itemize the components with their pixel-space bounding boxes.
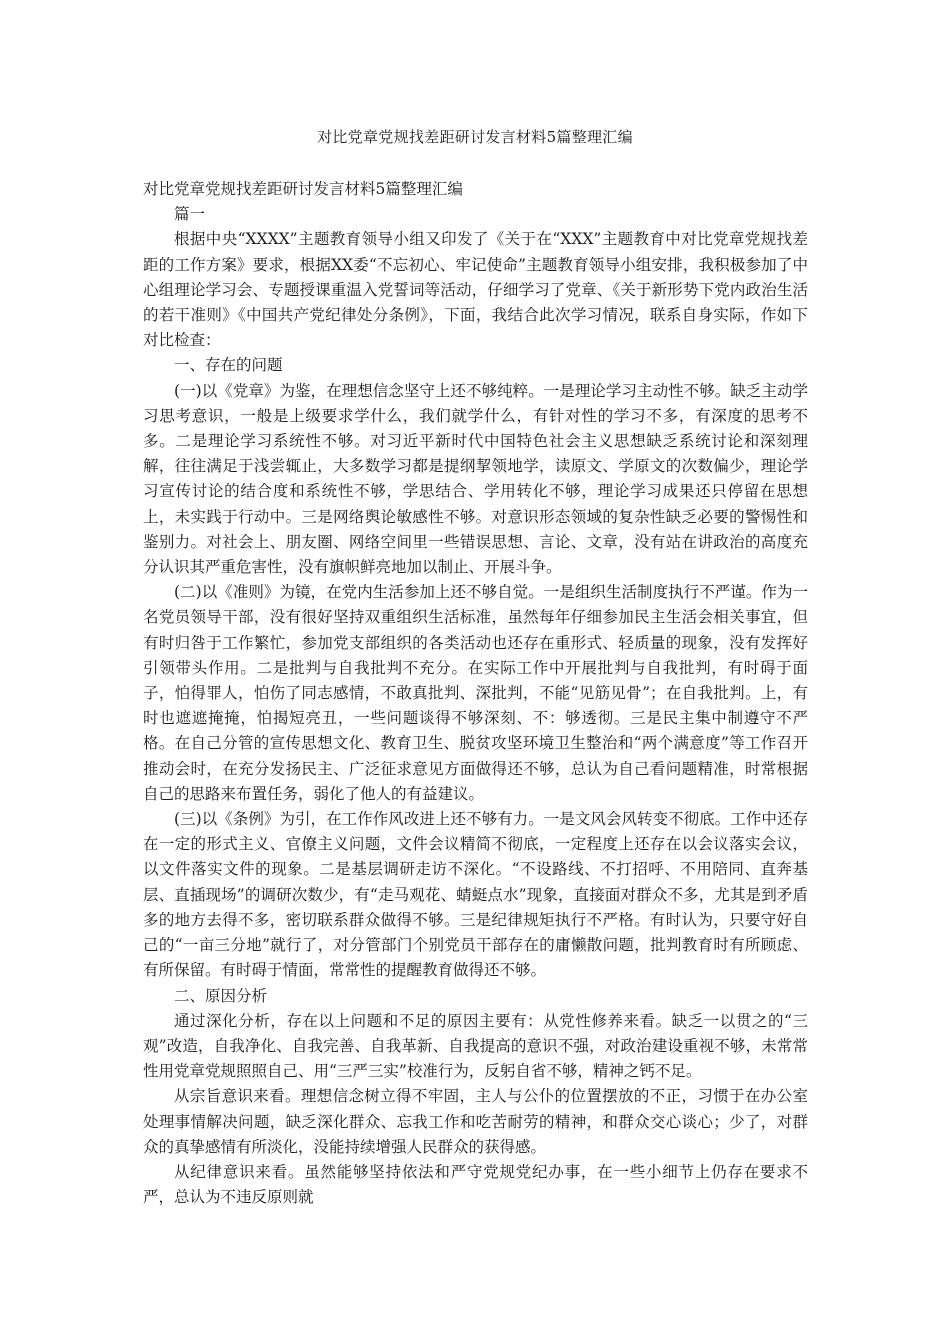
body-title: 对比党章党规找差距研讨发言材料5篇整理汇编 <box>143 180 463 198</box>
document-body <box>143 177 808 1210</box>
section-label: 篇一 <box>174 205 206 224</box>
analysis-paragraph-1: 通过深化分析，存在以上问题和不足的原因主要有：从党性修养来看。缺乏一以贯之的“三观”改造，自我净化、自我完善、自我革新、自我提高的意识不强，对政治建设重视不够，未常常性用党章党规照照自己、用“三严三实”校准行为，反躬自省不够，精神之钙不足。 <box>143 1011 808 1081</box>
analysis-paragraph-3: 从纪律意识来看。虽然能够坚持依法和严守党规党纪办事，在一些小细节上仍存在要求不严，总认为不违反原则就 <box>143 1162 808 1207</box>
problem-paragraph-1: (一)以《党章》为鉴，在理想信念坚守上还不够纯粹。一是理论学习主动性不够。缺乏主动学习思考意识，一般是上级要求学什么，我们就学什么，有针对性的学习不多，有深度的思考不多。二是理论学习系统性不够。对习近平新时代中国特色社会主义思想缺乏系统讨论和深刻理解，往往满足于浅尝辄止，大多数学习都是提纲挈领地学，读原文、学原文的次数偏少，理论学习宣传讨论的结合度和系统性不够，学思结合、学用转化不够，理论学习成果还只停留在思想上，未实践于行动中。三是网络舆论敏感性不够。对意识形态领域的复杂性缺乏必要的警惕性和鉴别力。对社会上、朋友圈、网络空间里一些错误思想、言论、文章，没有站在讲政治的高度充分认识其严重危害性，没有旗帜鲜亮地加以制止、开展斗争。 <box>143 381 808 577</box>
heading-analysis: 二、原因分析 <box>174 986 268 1005</box>
heading-problems: 一、存在的问题 <box>174 356 283 375</box>
problem-paragraph-2: (二)以《准则》为镜，在党内生活参加上还不够自觉。一是组织生活制度执行不严谨。作为一名党员领导干部，没有很好坚持双重组织生活标准，虽然每年仔细参加民主生活会相关事宜，但有时归咎于工作繁忙，参加党支部组织的各类活动也还存在重形式、轻质量的现象，没有发挥好引领带头作用。二是批判与自我批判不充分。在实际工作中开展批判与自我批判，有时碍于面子，怕得罪人，怕伤了同志感情，不敢真批判、深批判，不能“见筋见骨”；在自我批判。上，有时也遮遮掩掩，怕揭短亮丑，一些问题谈得不够深刻、不：够透彻。三是民主集中制遵守不严格。在自己分管的宣传思想文化、教育卫生、脱贫攻坚环境卫生整治和“两个满意度”等工作召开推动会时，在充分发扬民主、广泛征求意见方面做得还不够，总认为自己看问题精准，时常根据自己的思路来布置任务，弱化了他人的有益建议。 <box>143 583 808 803</box>
page-header-title: 对比党章党规找差距研讨发言材料5篇整理汇编 <box>317 128 633 146</box>
problem-paragraph-3: (三)以《条例》为引，在工作作风改进上还不够有力。一是文风会风转变不彻底。工作中还存在一定的形式主义、官僚主义问题，文件会议精简不彻底，一定程度上还存在以会议落实会议，以文件落实文件的现象。二是基层调研走访不深化。“不设路线、不打招呼、不用陪同、直奔基层、直插现场”的调研次数少，有“走马观花、蜻蜓点水”现象，直接面对群众不多，尤其是到矛盾多的地方去得不多，密切联系群众做得不够。三是纪律规矩执行不严格。有时认为，只要守好自己的“一亩三分地”就行了，对分管部门个别党员干部存在的庸懒散问题，批判教育时有所顾虑、有所保留。有时碍于情面，常常性的提醒教育做得还不够。 <box>143 810 808 980</box>
analysis-paragraph-2: 从宗旨意识来看。理想信念树立得不牢固，主人与公仆的位置摆放的不正，习惯于在办公室处理事情解决问题，缺乏深化群众、忘我工作和吃苦耐劳的精神，和群众交心谈心；少了，对群众的真挚感情有所淡化，没能持续增强人民群众的获得感。 <box>143 1087 808 1156</box>
intro-paragraph: 根据中央“XXXX”主题教育领导小组又印发了《关于在“XXX”主题教育中对比党章党规找差距的工作方案》要求，根据XX委“不忘初心、牢记使命”主题教育领导小组安排，我积极参加了中心组理论学习会、专题授课重温入党誓词等活动，仔细学习了党章、《关于新形势下党内政治生活的若干准则》《中国共产党纪律处分条例》，下面，我结合此次学习情况，联系自身实际，作如下对比检查： <box>143 230 808 350</box>
